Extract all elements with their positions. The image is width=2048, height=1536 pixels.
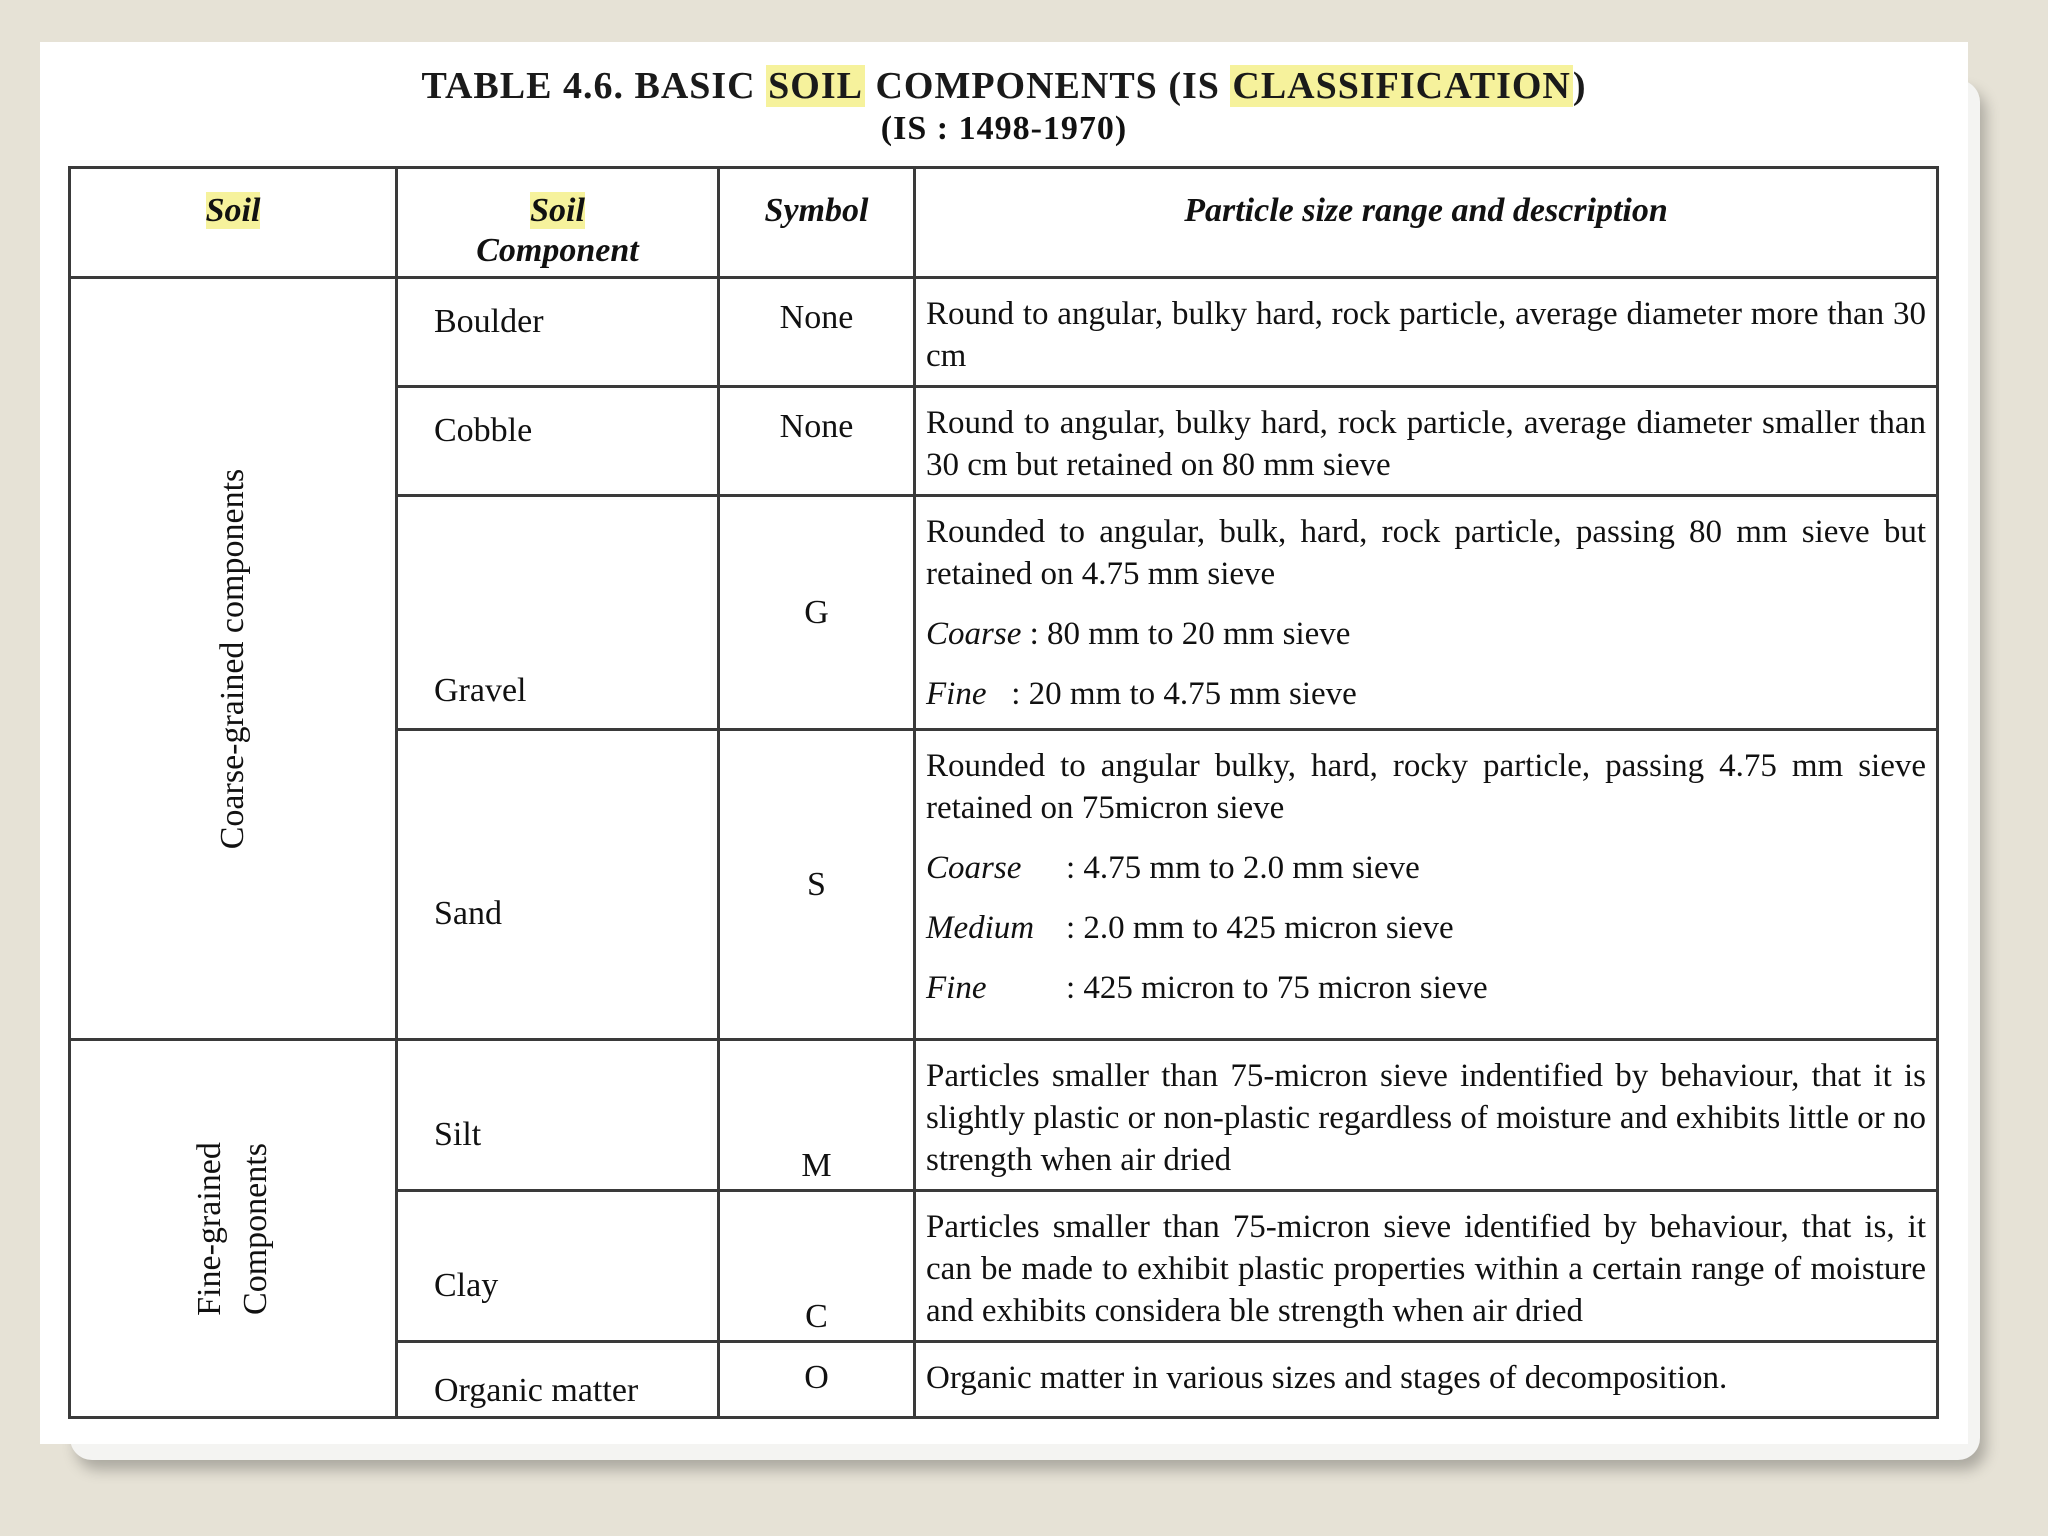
component-gravel: Gravel: [397, 496, 719, 730]
symbol-clay: C: [719, 1191, 915, 1342]
header-component-text: Component: [476, 232, 639, 269]
component-boulder: Boulder: [397, 278, 719, 387]
title-suffix: ): [1572, 65, 1587, 107]
symbol-cobble: None: [719, 387, 915, 496]
sand-medium-range: Medium : 2.0 mm to 425 micron sieve: [926, 910, 1454, 946]
document-card: [40, 42, 1968, 1444]
title-highlight-soil: SOIL: [768, 65, 863, 107]
header-component-hl: Soil: [530, 192, 585, 229]
group-coarse-grained: [70, 278, 397, 1040]
group-fine-grained: [70, 1040, 397, 1418]
desc-sand-main: Rounded to angular bulky, hard, rocky particle, passing 4.75 mm sieve retained on 75micron sieve: [926, 748, 1926, 826]
desc-sand: [915, 730, 1938, 1040]
header-row: [70, 168, 1938, 278]
table-subtitle: (IS : 1498-1970): [880, 110, 1128, 147]
header-soil: Soil: [70, 168, 397, 278]
symbol-silt: M: [719, 1040, 915, 1191]
component-cobble: Cobble: [397, 387, 719, 496]
desc-gravel: [915, 496, 1938, 730]
component-silt: Silt: [397, 1040, 719, 1191]
sand-fine-range: Fine : 425 micron to 75 micron sieve: [926, 970, 1488, 1006]
title-prefix: TABLE 4.6. BASIC: [421, 65, 756, 107]
table-row: [70, 1040, 1938, 1191]
symbol-organic: O: [719, 1342, 915, 1418]
desc-clay: Particles smaller than 75-micron sieve identified by behaviour, that is, it can be made to exhibit plastic properties within a certain range of moisture and exhibits considera ble strength when air dried: [915, 1191, 1938, 1342]
desc-gravel-main: Rounded to angular, bulk, hard, rock particle, passing 80 mm sieve but retained on 4.75 mm sieve: [926, 514, 1926, 592]
gravel-coarse-range: Coarse : 80 mm to 20 mm sieve: [926, 616, 1351, 652]
symbol-gravel: G: [719, 496, 915, 730]
soil-components-table: [68, 166, 1939, 1419]
group-label-fine: Fine-grained Components: [191, 1141, 274, 1316]
desc-cobble: Round to angular, bulky hard, rock particle, average diameter smaller than 30 cm but retained on 80 mm sieve: [915, 387, 1938, 496]
desc-organic: Organic matter in various sizes and stages of decomposition.: [915, 1342, 1938, 1418]
header-description: Particle size range and description: [915, 168, 1938, 278]
group-label-coarse: Coarse-grained components: [214, 468, 251, 849]
table-title: [40, 64, 1968, 108]
component-organic-matter: Organic matter: [397, 1342, 719, 1418]
desc-silt: Particles smaller than 75-micron sieve indentified by behaviour, that it is slightly plastic or non-plastic regardless of moisture and exhibits little or no strength when air dried: [915, 1040, 1938, 1191]
component-clay: Clay: [397, 1191, 719, 1342]
sand-coarse-range: Coarse : 4.75 mm to 2.0 mm sieve: [926, 850, 1420, 886]
symbol-sand: S: [719, 730, 915, 1040]
symbol-boulder: None: [719, 278, 915, 387]
title-middle: COMPONENTS (IS: [875, 65, 1220, 107]
header-component: [397, 168, 719, 278]
desc-boulder: Round to angular, bulky hard, rock particle, average diameter more than 30 cm: [915, 278, 1938, 387]
component-sand: Sand: [397, 730, 719, 1040]
gravel-fine-range: Fine : 20 mm to 4.75 mm sieve: [926, 676, 1357, 712]
table-row: [70, 278, 1938, 387]
title-highlight-classification: CLASSIFICATION: [1232, 65, 1571, 107]
header-symbol: Symbol: [719, 168, 915, 278]
